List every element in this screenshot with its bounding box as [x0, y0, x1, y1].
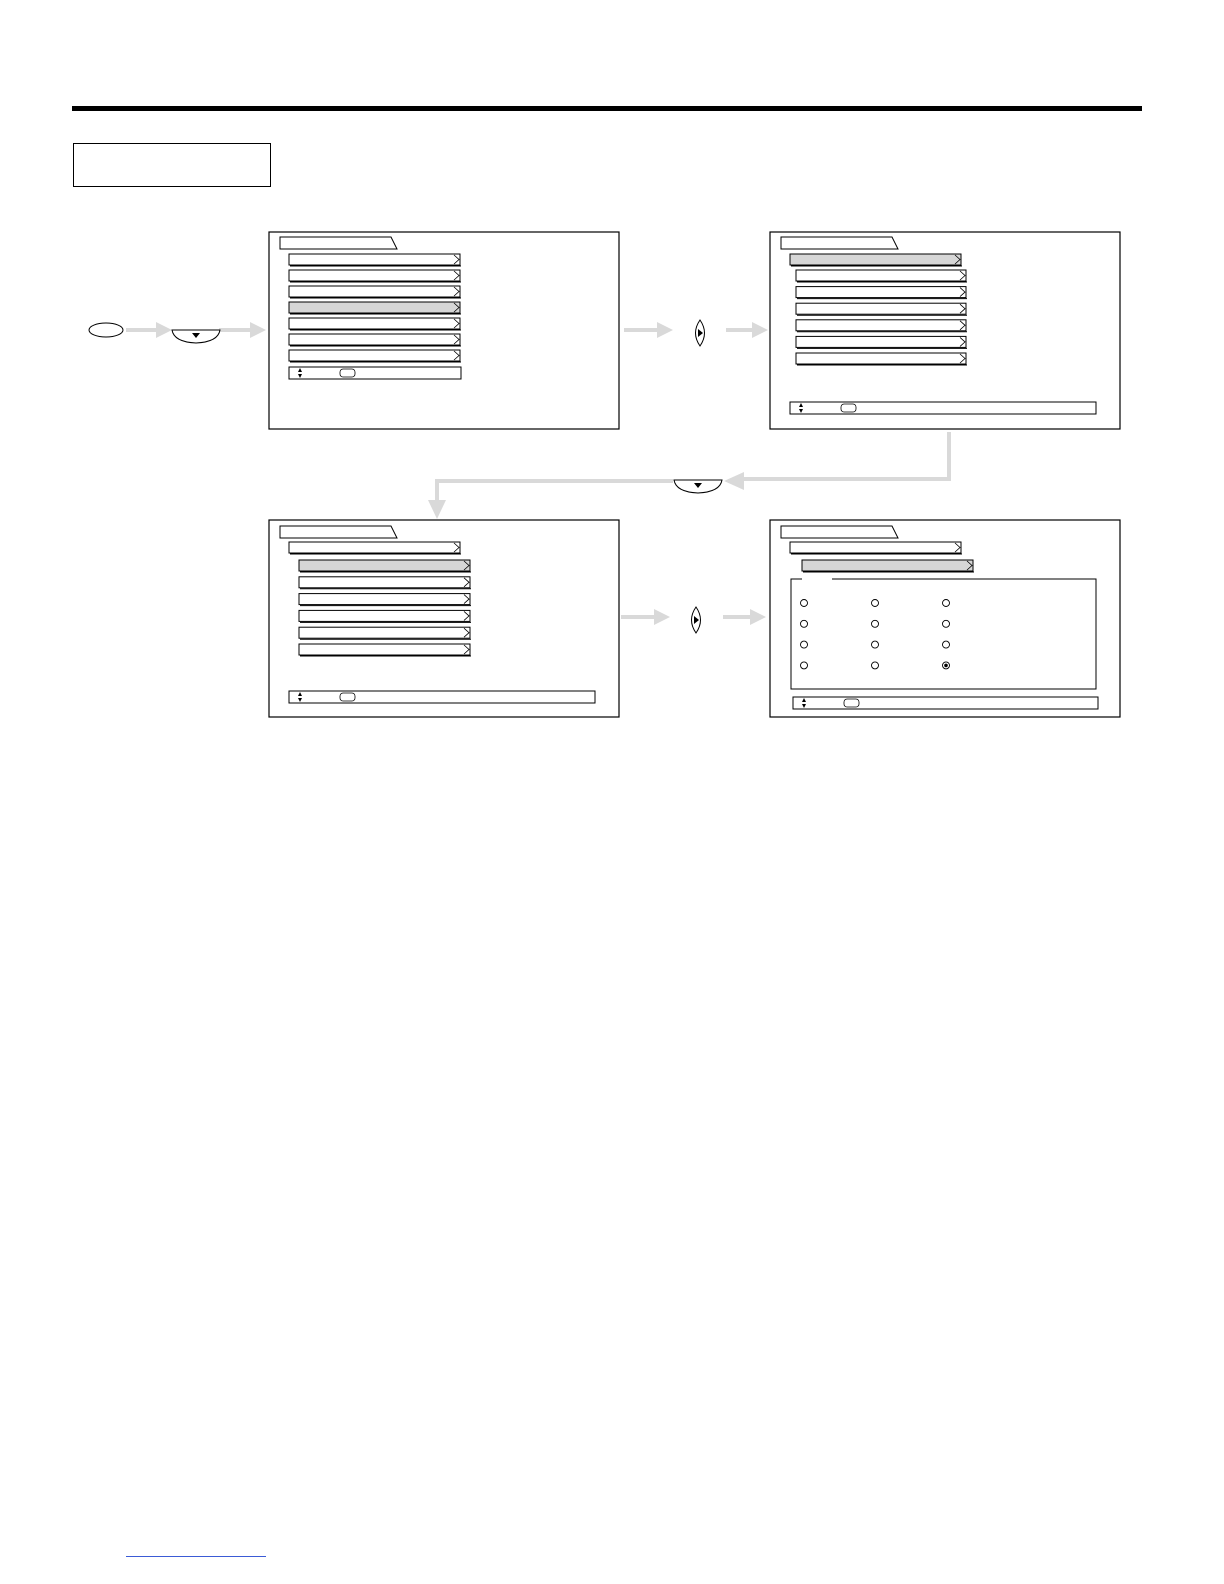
- screen4-options-panel: [791, 579, 1096, 689]
- flow-return-line: [437, 481, 673, 503]
- screen2-menu-item[interactable]: [796, 303, 966, 314]
- panel-label-gap: [802, 575, 832, 583]
- enter-key-icon: [340, 369, 355, 377]
- enter-key-icon: [340, 693, 355, 701]
- flow-arrow-icon: [624, 322, 673, 338]
- radio-button-icon[interactable]: [943, 600, 950, 607]
- screen1-menu-item[interactable]: [289, 302, 460, 313]
- screen1-menu-item[interactable]: [289, 334, 460, 345]
- screen2-menu-item[interactable]: [796, 270, 966, 281]
- screen3-title-tab[interactable]: [280, 526, 397, 538]
- flow-arrow-icon: [723, 609, 766, 625]
- screen3-menu-item[interactable]: [299, 644, 470, 655]
- screen4-sub-item[interactable]: [802, 560, 973, 571]
- flow-arrow-icon: [428, 500, 446, 519]
- screen2-title-tab[interactable]: [781, 237, 898, 249]
- radio-button-icon[interactable]: [801, 600, 808, 607]
- screen1-title-tab[interactable]: [280, 237, 397, 249]
- screen4-footer: [793, 697, 1098, 709]
- screen2-menu-item[interactable]: [796, 353, 966, 364]
- screen1-menu-item[interactable]: [289, 286, 460, 297]
- screen3-menu-item[interactable]: [299, 560, 470, 571]
- radio-button-icon[interactable]: [872, 620, 879, 627]
- screen1-menu-item[interactable]: [289, 254, 460, 265]
- radio-button-icon[interactable]: [801, 662, 808, 669]
- screen3-menu-item[interactable]: [299, 627, 470, 638]
- screen1-menu-item[interactable]: [289, 350, 460, 361]
- flow-arrow-icon: [726, 322, 768, 338]
- radio-button-icon[interactable]: [943, 620, 950, 627]
- flow-arrow-icon: [219, 322, 266, 338]
- flow-arrow-icon: [724, 472, 744, 490]
- radio-button-icon[interactable]: [872, 662, 879, 669]
- oval-button-icon[interactable]: [89, 323, 123, 337]
- enter-key-icon: [841, 404, 856, 412]
- screen2-parent-item[interactable]: [790, 254, 961, 265]
- screen3-menu-item[interactable]: [299, 594, 470, 605]
- enter-key-icon: [844, 699, 859, 707]
- flow-arrow-icon: [126, 322, 172, 338]
- flow-arrow-icon: [621, 609, 670, 625]
- radio-button-icon[interactable]: [943, 641, 950, 648]
- screen3-menu-item[interactable]: [299, 577, 470, 588]
- radio-selected-dot: [944, 664, 948, 668]
- flow-return-line: [735, 432, 949, 479]
- screen3-parent-item[interactable]: [289, 542, 460, 553]
- screen1-menu-item[interactable]: [289, 270, 460, 281]
- footer-link-underline: [126, 1556, 266, 1557]
- screen2-menu-item[interactable]: [796, 320, 966, 331]
- screen1-menu-item[interactable]: [289, 318, 460, 329]
- screen3-footer: [289, 691, 595, 703]
- screen3-menu-item[interactable]: [299, 610, 470, 621]
- screen4-parent-item[interactable]: [790, 542, 961, 553]
- screen2-footer: [790, 402, 1096, 414]
- radio-button-icon[interactable]: [801, 620, 808, 627]
- screen2-menu-item[interactable]: [796, 287, 966, 298]
- radio-button-icon[interactable]: [872, 600, 879, 607]
- screen1-footer: [289, 367, 461, 379]
- radio-button-icon[interactable]: [872, 641, 879, 648]
- screen2-menu-item[interactable]: [796, 336, 966, 347]
- screen4-title-tab[interactable]: [781, 526, 898, 538]
- radio-button-icon[interactable]: [801, 641, 808, 648]
